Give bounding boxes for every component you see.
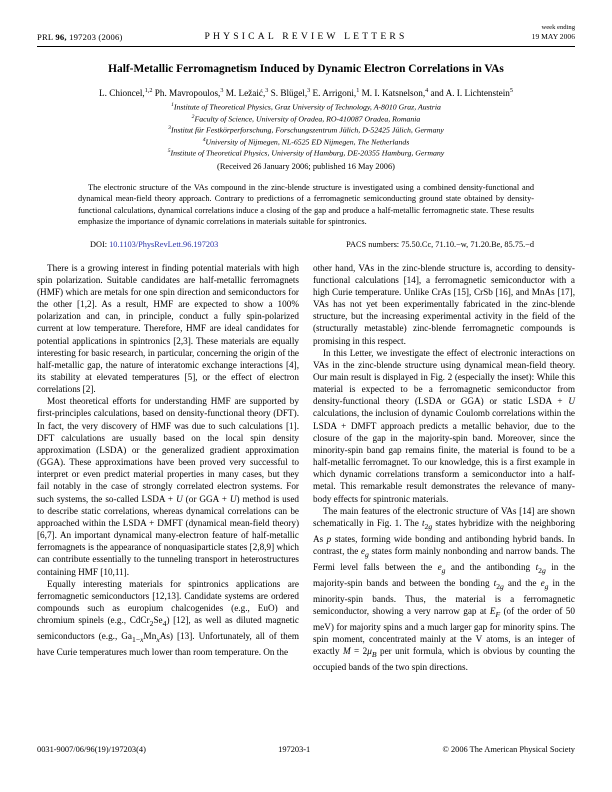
doi-label: DOI: bbox=[90, 239, 110, 249]
article-body bbox=[37, 262, 575, 674]
paragraph: Most theoretical efforts for understanding HMF are supported by first-principles calculations, based on density-functional theory (DFT). In fact, the very discovery of HMF was due to such calculations [1]. DFT calculations are usually based on the local spin density approximation (LSDA) or the generalized gradient approximation (GGA). These approximations have been proved very successful to interpret or even predict material properties in many cases, but they fail notably in the case of strongly correlated electron systems. For such systems, the so-called LSDA + U (or GGA + U) method is used to describe static correlations, whereas dynamical correlations can be approached within the LSDA + DMFT (dynamical mean-field theory) [6,7]. An important dynamical many-electron feature of half-metallic ferromagnets is the appearance of nonquasiparticle states [2,8,9] which can contribute essentially to the tunneling transport in heterostructures containing HMF [10,11]. bbox=[37, 396, 299, 577]
affiliation: $^4$University of Nijmegen, NL-6525 ED Nijmegen, The Netherlands bbox=[202, 136, 410, 147]
left-column bbox=[37, 262, 299, 674]
affiliations bbox=[37, 101, 575, 159]
journal-abbrev: PRL bbox=[37, 31, 56, 42]
week-ending-label: week ending bbox=[541, 24, 575, 31]
paragraph: The main features of the electronic structure of VAs [14] are shown schematically in Fig. 1. The $t_{2g}$ states hybridize with the neighboring As p states, forming wide bonding and antibonding hybrid bands. In contrast, the $e_g$ states form mainly nonbonding and narrow bands. The Fermi level falls between the $e_g$ and the antibonding $t_{2g}$ in the majority-spin bands and between the bonding $t_{2g}$ and the $e_g$ in the minority-spin bands. Thus, the material is a ferromagnetic semiconductor, showing a very narrow gap at $E_F$ (of the order of 50 meV) for majority spins and a much larger gap for minority spins. The spin moment, concentrated mainly at the V atoms, is an integer of exactly $M = 2\mu_B$ per unit formula, which is obvious by counting the occupied bands of the two spin directions. bbox=[313, 505, 576, 673]
page-footer bbox=[37, 745, 575, 754]
paragraph: other hand, VAs in the zinc-blende structure is, according to density-functional calculations [14], a ferromagnetic semiconductor with a high Curie temperature. Unlike CrAs [15], CrSb [16], and MnAs [17], VAs has not yet been experimentally fabricated in the zinc-blende structure, but the increasing experimental activity in the field of the (structurally metastable) zinc-blende ferromagnetic compounds is promising in this respect. bbox=[313, 262, 575, 346]
issue-date-value: 19 MAY 2006 bbox=[531, 32, 575, 42]
doi-link[interactable]: 10.1103/PhysRevLett.96.197203 bbox=[109, 239, 219, 249]
page-number: 197203-1 bbox=[278, 745, 311, 754]
doi bbox=[78, 240, 218, 249]
issue-date bbox=[408, 24, 575, 42]
affiliation: $^5$Institute of Theoretical Physics, University of Hamburg, DE-20355 Hamburg, Germany bbox=[167, 148, 445, 159]
affiliation: $^1$Institute of Theoretical Physics, Graz University of Technology, A-8010 Graz, Austria bbox=[171, 102, 441, 113]
right-column bbox=[313, 262, 575, 674]
journal-citation bbox=[37, 32, 204, 42]
paragraph: There is a growing interest in finding potential materials with high spin polarization. Suitable candidates are half-metallic ferromagnets (HMF) which are metals for one spin direction and semiconductors for the other [1,2]. As a result, HMF are expected to show a 100% polarization and can, in principle, conduct a fully spin-polarized current at low temperature. Therefore, HMF are ideal candidates for potential applications in spintronics [2,3]. These materials are equally interesting for basic research, in particular, concerning the origin of the half-metallic gap, the nature of interatomic exchange interactions [4], its stability at elevated temperatures [5], or the effect of electron correlations [2]. bbox=[37, 262, 299, 395]
volume-number: 96, bbox=[55, 31, 67, 42]
journal-name: PHYSICAL REVIEW LETTERS bbox=[204, 30, 408, 42]
page-header bbox=[37, 24, 575, 47]
author-list: L. Chioncel,$^{1,2}$ Ph. Mavropoulos,$^3$ M. Ležaić,$^3$ S. Blügel,$^3$ E. Arrigoni,$^1$ M. I. Katsnelson,$^4$ and A. I. Lichtenstein$^5$ bbox=[99, 87, 513, 99]
pacs-numbers: PACS numbers: 75.50.Cc, 71.10.−w, 71.20.Be, 85.75.−d bbox=[346, 239, 534, 249]
issn-code: 0031-9007/06/96(19)/197203(4) bbox=[37, 745, 146, 754]
article-number: 197203 (2006) bbox=[66, 31, 123, 42]
affiliation: $^3$Institut für Festkörperforschung, Forschungszentrum Jülich, D-52425 Jülich, Germany bbox=[168, 125, 444, 136]
affiliation: $^2$Faculty of Science, University of Oradea, RO-410087 Oradea, Romania bbox=[191, 113, 421, 124]
article-title: Half-Metallic Ferromagnetism Induced by Dynamic Electron Correlations in VAs bbox=[108, 62, 504, 75]
abstract: The electronic structure of the VAs compound in the zinc-blende structure is investigated using a combined density-functional and dynamical mean-field theory approach. Contrary to predictions of a ferromagnetic semiconducting ground state obtained by density-functional calculations, dynamical correlations induce a closing of the gap and produce a half-metallic ferromagnetic state. These results emphasize the importance of dynamic correlations in materials suitable for spintronics. bbox=[78, 182, 534, 227]
copyright-notice: © 2006 The American Physical Society bbox=[442, 745, 575, 754]
doi-pacs-row bbox=[78, 240, 534, 249]
received-line: (Received 26 January 2006; published 16 May 2006) bbox=[217, 161, 395, 171]
paragraph: In this Letter, we investigate the effect of electronic interactions on VAs in the zinc-blende structure using dynamical mean-field theory. Our main result is displayed in Fig. 2 (especially the inset): While this material is expected to be a ferromagnetic semiconductor from density-functional theory (LSDA or GGA) or static LSDA + U calculations, the inclusion of dynamic Coulomb correlations within the LSDA + DMFT approach predicts a metallic behavior, due to the closure of the gap in the majority-spin band. Moreover, since the minority-spin band gap remains finite, the material is found to be a half-metallic ferromagnet. To our knowledge, this is a first example in which dynamic correlations transform a semiconductor into a half-metal. This remarkable result demonstrates the relevance of many-body effects for spintronic materials. bbox=[313, 347, 575, 504]
paragraph: Equally interesting materials for spintronics applications are ferromagnetic semiconductors [12,13]. Candidate systems are ordered compounds such as europium chalcogenides (e.g., EuO) and chromium spinels (e.g., $CdCr_2Se_4$) [12], as well as diluted magnetic semiconductors (e.g., $Ga_{1-x}Mn_xAs$) [13]. Unfortunately, all of them have Curie temperatures much lower than room temperature. On the bbox=[37, 578, 299, 658]
